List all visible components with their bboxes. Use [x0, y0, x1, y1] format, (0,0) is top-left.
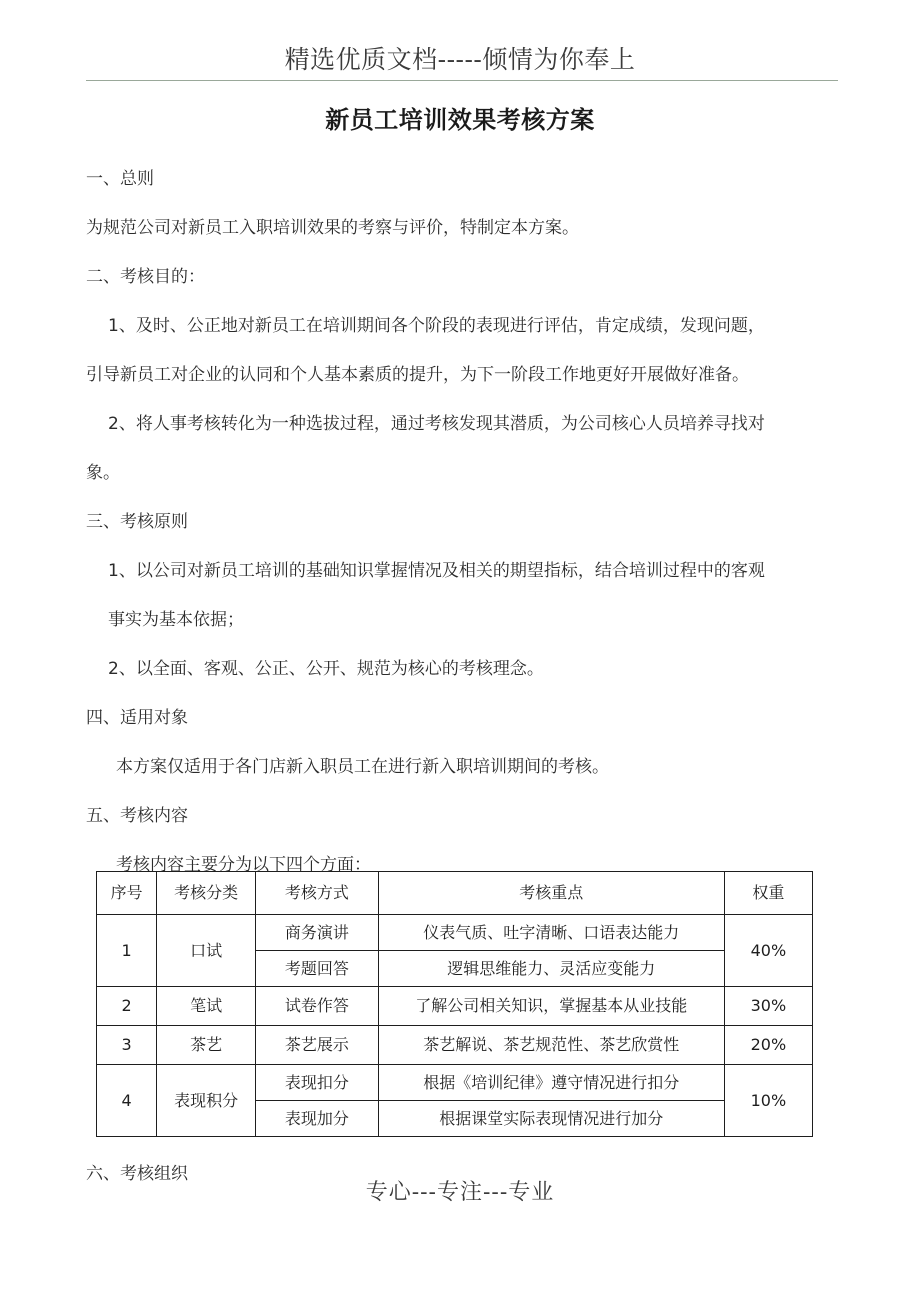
cell-weight-4: 10%	[724, 1065, 812, 1137]
table-header-row	[97, 872, 813, 915]
assessment-table-container	[96, 871, 813, 1137]
section-heading-1: 一、总则	[86, 169, 154, 189]
table-header-cell-category: 考核分类	[157, 872, 256, 915]
paragraph-yuanze-1-line1: 1、以公司对新员工培训的基础知识掌握情况及相关的期望指标，结合培训过程中的客观	[108, 561, 765, 581]
table-row	[97, 987, 813, 1026]
section-heading-5: 五、考核内容	[86, 806, 188, 826]
paragraph-mudi-2-line2: 象。	[86, 463, 120, 483]
paragraph-zongze: 为规范公司对新员工入职培训效果的考察与评价，特制定本方案。	[86, 218, 579, 238]
cell-category-1: 口试	[157, 915, 256, 987]
document-running-header	[0, 44, 920, 76]
cell-focus-3-1: 茶艺解说、茶艺规范性、茶艺欣赏性	[378, 1026, 724, 1065]
cell-focus-1-2: 逻辑思维能力、灵活应变能力	[378, 951, 724, 987]
cell-focus-4-2: 根据课堂实际表现情况进行加分	[378, 1101, 724, 1137]
section-kaohe-yuanze	[86, 498, 838, 694]
running-header-text: 精选优质文档-----倾情为你奉上	[284, 45, 636, 74]
table-row	[97, 1026, 813, 1065]
section-kaohe-mudi	[86, 253, 838, 498]
paragraph-neirong-intro: 考核内容主要分为以下四个方面：	[116, 855, 371, 875]
assessment-table	[96, 871, 813, 1137]
cell-focus-1-1: 仪表气质、吐字清晰、口语表达能力	[378, 915, 724, 951]
section-heading-4: 四、适用对象	[86, 708, 188, 728]
paragraph-yuanze-2: 2、以全面、客观、公正、公开、规范为核心的考核理念。	[108, 659, 544, 679]
table-header-cell-mode: 考核方式	[256, 872, 379, 915]
table-header-cell-focus: 考核重点	[378, 872, 724, 915]
cell-focus-2-1: 了解公司相关知识，掌握基本从业技能	[378, 987, 724, 1026]
cell-mode-4-2: 表现加分	[256, 1101, 379, 1137]
cell-no-2: 2	[97, 987, 157, 1026]
table-row	[97, 1065, 813, 1101]
section-heading-6: 六、考核组织	[86, 1164, 188, 1184]
cell-weight-3: 20%	[724, 1026, 812, 1065]
cell-mode-1-1: 商务演讲	[256, 915, 379, 951]
section-shiyong-duixiang	[86, 694, 838, 792]
page-title: 新员工培训效果考核方案	[325, 106, 595, 134]
paragraph-yuanze-1-line2: 事实为基本依据；	[108, 610, 244, 630]
cell-category-3: 茶艺	[157, 1026, 256, 1065]
section-heading-2: 二、考核目的：	[86, 267, 205, 287]
cell-mode-2-1: 试卷作答	[256, 987, 379, 1026]
cell-no-1: 1	[97, 915, 157, 987]
cell-focus-4-1: 根据《培训纪律》遵守情况进行扣分	[378, 1065, 724, 1101]
table-header-cell-no: 序号	[97, 872, 157, 915]
header-divider-rule	[86, 80, 838, 81]
paragraph-mudi-1-line2: 引导新员工对企业的认同和个人基本素质的提升，为下一阶段工作地更好开展做好准备。	[86, 365, 749, 385]
table-header-cell-weight: 权重	[724, 872, 812, 915]
cell-mode-4-1: 表现扣分	[256, 1065, 379, 1101]
paragraph-mudi-2-line1: 2、将人事考核转化为一种选拔过程，通过考核发现其潜质，为公司核心人员培养寻找对	[108, 414, 765, 434]
cell-mode-3-1: 茶艺展示	[256, 1026, 379, 1065]
section-heading-3: 三、考核原则	[86, 512, 188, 532]
cell-category-2: 笔试	[157, 987, 256, 1026]
cell-weight-2: 30%	[724, 987, 812, 1026]
cell-weight-1: 40%	[724, 915, 812, 987]
section-zongze	[86, 155, 838, 253]
running-footer-text: 专心---专注---专业	[365, 1180, 555, 1205]
document-running-footer	[0, 1178, 920, 1208]
cell-category-4: 表现积分	[157, 1065, 256, 1137]
paragraph-duixiang: 本方案仅适用于各门店新入职员工在进行新入职培训期间的考核。	[116, 757, 609, 777]
cell-no-4: 4	[97, 1065, 157, 1137]
cell-no-3: 3	[97, 1026, 157, 1065]
cell-mode-1-2: 考题回答	[256, 951, 379, 987]
paragraph-mudi-1-line1: 1、及时、公正地对新员工在培训期间各个阶段的表现进行评估，肯定成绩，发现问题，	[108, 316, 765, 336]
table-row	[97, 915, 813, 951]
